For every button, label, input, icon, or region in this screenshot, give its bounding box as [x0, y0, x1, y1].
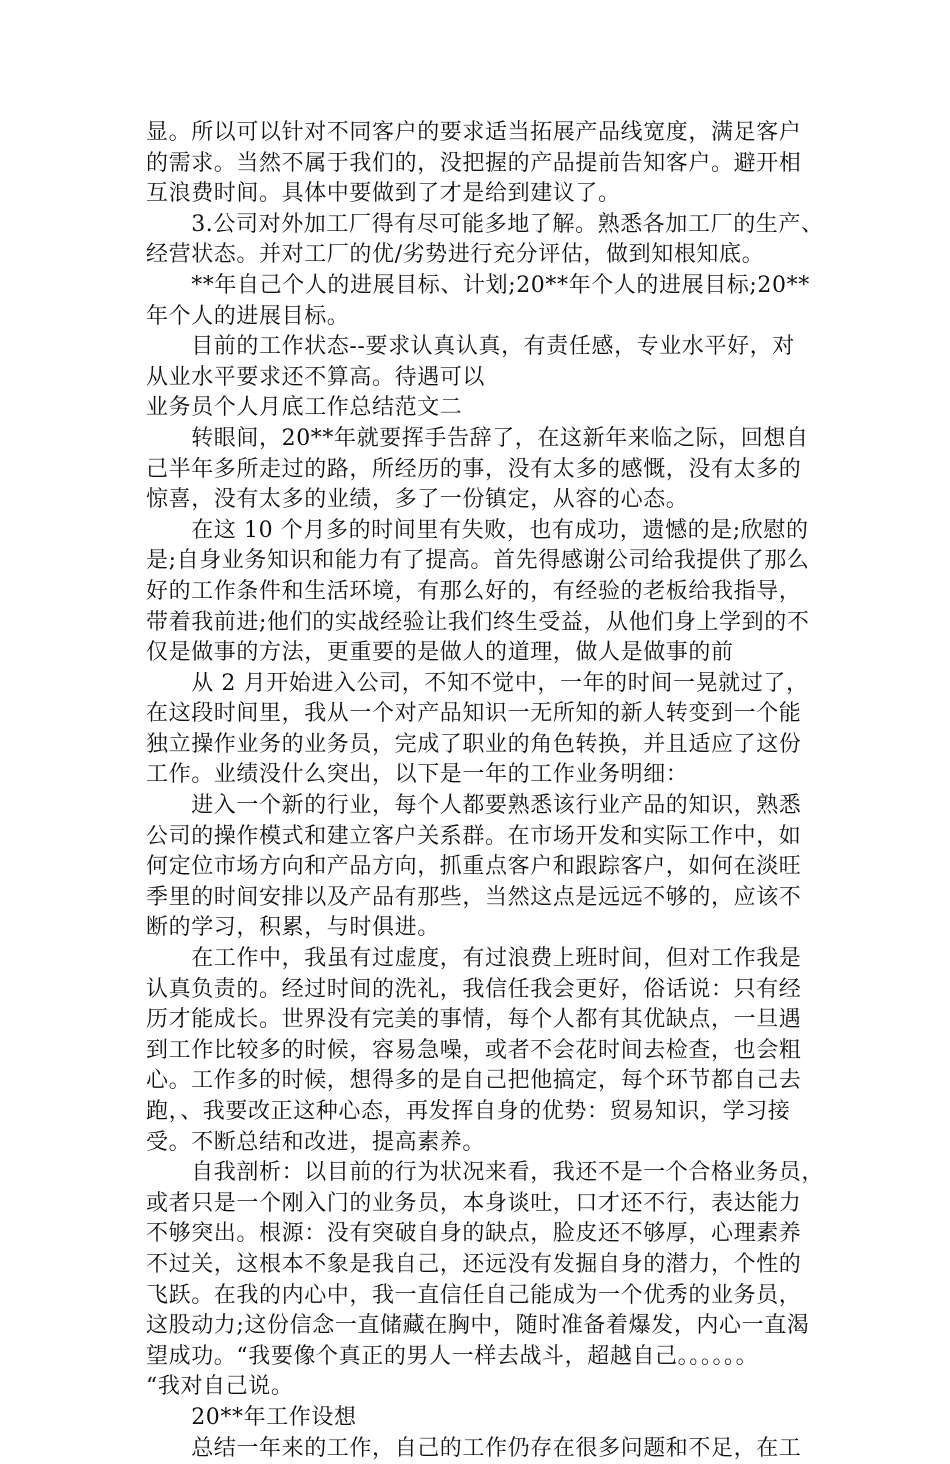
text-line: 目前的工作状态--要求认真认真，有责任感，专业水平好，对	[146, 334, 795, 360]
text-line: 在这 10 个月多的时间里有失败，也有成功，遗憾的是;欣慰的	[146, 517, 809, 543]
text-line: 转眼间，20**年就要挥手告辞了，在这新年来临之际，回想自	[146, 425, 809, 451]
text-line: 从业水平要求还不算高。待遇可以	[146, 364, 486, 390]
text-line: 不够突出。根源：没有突破自身的缺点，脸皮还不够厚，心理素养	[146, 1221, 802, 1247]
text-line: 的需求。当然不属于我们的，没把握的产品提前告知客户。避开相	[146, 150, 802, 176]
text-line: 受。不断总结和改进，提高素养。	[146, 1129, 486, 1155]
text-line: 工作。业绩没什么突出，以下是一年的工作业务明细：	[146, 762, 689, 788]
text-line: 经营状态。并对工厂的优/劣势进行充分评估，做到知根知底。	[146, 242, 765, 268]
text-line: 望成功。“我要像个真正的男人一样去战斗，超越自己。。。。。。	[146, 1343, 759, 1369]
text-line: 是;自身业务知识和能力有了提高。首先得感谢公司给我提供了那么	[146, 548, 810, 574]
text-line: 飞跃。在我的内心中，我一直信任自己能成为一个优秀的业务员，	[146, 1282, 802, 1308]
text-line: 自我剖析：以目前的行为状况来看，我还不是一个合格业务员，	[146, 1160, 825, 1186]
text-line: 独立操作业务的业务员，完成了职业的角色转换，并且适应了这份	[146, 731, 802, 757]
section-heading: 业务员个人月底工作总结范文二	[146, 395, 463, 421]
text-line: 在工作中，我虽有过虚度，有过浪费上班时间，但对工作我是	[146, 946, 802, 972]
text-line: 心。工作多的时候，想得多的是自己把他搞定，每个环节都自己去	[146, 1068, 802, 1094]
text-line: 不过关，这根本不象是我自己，还远没有发掘自身的潜力，个性的	[146, 1251, 802, 1277]
text-line: **年自己个人的进展目标、计划;20**年个人的进展目标;20**	[146, 272, 810, 298]
text-line: 从 2 月开始进入公司，不知不觉中，一年的时间一晃就过了，	[146, 670, 809, 696]
text-line: 进入一个新的行业，每个人都要熟悉该行业产品的知识，熟悉	[146, 793, 802, 819]
text-line: 到工作比较多的时候，容易急噪，或者不会花时间去检查，也会粗	[146, 1037, 802, 1063]
text-line: 历才能成长。世界没有完美的事情，每个人都有其优缺点，一旦遇	[146, 1007, 802, 1033]
text-line: 在这段时间里，我从一个对产品知识一无所知的新人转变到一个能	[146, 701, 802, 727]
text-line: 何定位市场方向和产品方向，抓重点客户和跟踪客户，如何在淡旺	[146, 854, 802, 880]
text-line: 公司的操作模式和建立客户关系群。在市场开发和实际工作中，如	[146, 823, 802, 849]
text-line: 3.公司对外加工厂得有尽可能多地了解。熟悉各加工厂的生产、	[146, 211, 824, 237]
text-line: 带着我前进;他们的实战经验让我们终生受益，从他们身上学到的不	[146, 609, 810, 635]
text-line: 跑，、我要改正这种心态，再发挥自身的优势：贸易知识，学习接	[146, 1099, 791, 1124]
text-line: “我对自己说。	[146, 1374, 294, 1400]
subsection-heading: 20**年工作设想	[146, 1404, 357, 1430]
text-line: 这股动力;这份信念一直储藏在胸中，随时准备着爆发，内心一直渴	[146, 1313, 810, 1339]
text-line: 好的工作条件和生活环境，有那么好的，有经验的老板给我指导，	[146, 578, 802, 604]
text-line: 断的学习，积累，与时俱进。	[146, 915, 440, 941]
text-line: 年个人的进展目标。	[146, 303, 350, 329]
text-line: 总结一年来的工作，自己的工作仍存在很多问题和不足，在工	[146, 1435, 802, 1461]
text-line: 互浪费时间。具体中要做到了才是给到建议了。	[146, 181, 621, 207]
text-line: 季里的时间安排以及产品有那些，当然这点是远远不够的，应该不	[146, 884, 802, 910]
text-line: 己半年多所走过的路，所经历的事，没有太多的感慨，没有太多的	[146, 456, 802, 482]
text-line: 认真负责的。经过时间的洗礼，我信任我会更好，俗话说：只有经	[146, 976, 802, 1002]
text-line: 仅是做事的方法，更重要的是做人的道理，做人是做事的前	[146, 640, 734, 666]
text-line: 惊喜，没有太多的业绩，多了一份镇定，从容的心态。	[146, 487, 689, 513]
text-line: 或者只是一个刚入门的业务员，本身谈吐，口才还不行，表达能力	[146, 1190, 802, 1216]
document-body	[146, 118, 825, 1464]
text-line: 显。所以可以针对不同客户的要求适当拓展产品线宽度，满足客户	[146, 120, 802, 145]
